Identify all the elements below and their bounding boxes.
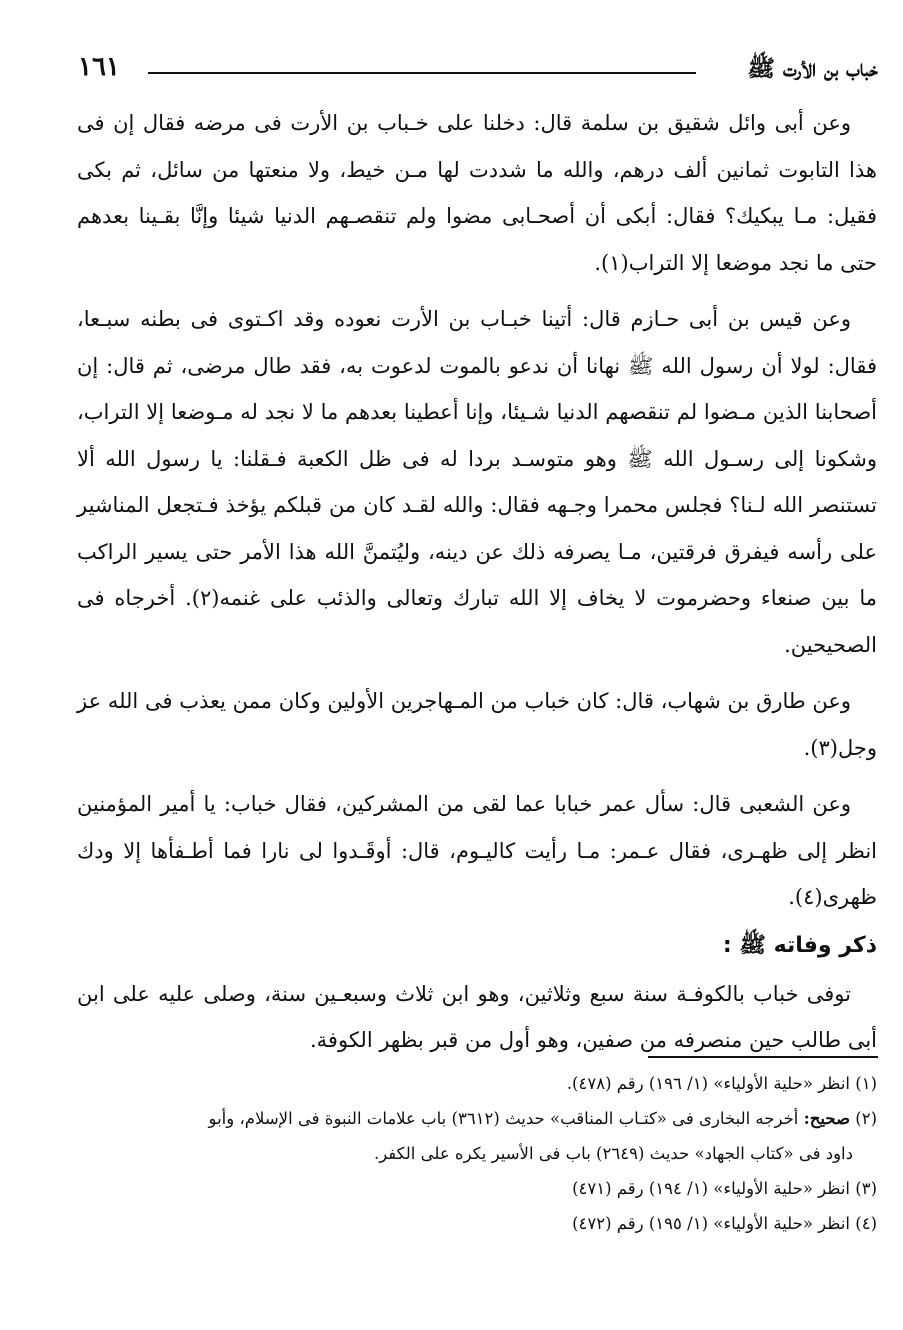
footnote-2-grade: صحيح: [803,1109,850,1128]
footnote-4: (٤) انظر «حلية الأولياء» (١/ ١٩٥) رقم (٤٧٢) [572,1214,877,1233]
header-rule [148,72,696,74]
paragraph-tariq: وعن طارق بن شهاب، قال: كان خباب من المـهاجرين الأولين وكان ممن يعذب فى الله عز وجل(٣). [77,689,877,760]
paragraph-qays: وعن قيس بن أبى حـازم قال: أتينا خبـاب بن الأرت نعوده وقد اكـتوى فى بطنه سبـعا، فقال: لولا أن رسول الله ﷺ نهانا أن ندعو بالموت لدعوت به، فقد طال مرضى، ثم قال: إن أصحابنا الذين مـضوا لم تنقصهم الدنيا شـيئا، وإنا أعطينا بعدهم ما لا نجد له مـوضعا إلا التراب، وشكونا إلى رسـول الله ﷺ وهو متوسـد بردا له فى ظل الكعبة فـقلنا: يا رسول الله ألا تستنصر الله لـنا؟ فجلس محمرا وجـهه فقال: والله لقـد كان من قبلكم يؤخذ فـتجعل المناشير على رأسه فيفرق فرقتين، مـا يصرفه ذلك عن دينه، وليُتمنَّ الله هذا الأمر حتى يسير الراكب ما بين صنعاء وحضرموت لا يخاف إلا الله تبارك وتعالى والذئب على غنمه(٢). أخرجاه فى الصحيحين. [77,307,877,657]
footnote-2-continuation: داود فى «كتاب الجهاد» حديث (٢٦٤٩) باب فى الأسير يكره على الكفر. [373,1144,853,1163]
footnotes [77,1066,877,1241]
section-heading: ذكر وفاته ﷺ : [722,932,877,958]
running-header [78,52,878,96]
paragraph-abu-wail: وعن أبى وائل شقيق بن سلمة قال: دخلنا على خـباب بن الأرت فى مرضه فقال إن فى هذا التابوت ثمانين ألف درهم، والله ما شددت لها مـن خيط، ولا منعتها من سائل، ثم بكى فقيل: مـا يبكيك؟ فقال: أبكى أن أصحـابى مضوا ولم تنقصـهم الدنيا شيئا وإنَّا بقـينا بعدهم حتى ما نجد موضعا إلا التراب(١). [77,111,877,275]
footnote-2 [77,1101,877,1136]
page-number: ١٦١ [78,52,120,82]
footnote-2-marker: (٢) [855,1109,877,1128]
paragraph-shabi: وعن الشعبى قال: سأل عمر خبابا عما لقى من المشركين، فقال خباب: يا أمير المؤمنين انظر إلى ظهـرى، فقال عـمر: مـا رأيت كاليـوم، قال: أوقَـدوا لى نارا فما أطـفأها إلا ودك ظهرى(٤). [77,792,877,909]
footnote-1: (١) انظر «حلية الأولياء» (١/ ١٩٦) رقم (٤٧٨). [566,1074,877,1093]
footnote-3: (٣) انظر «حلية الأولياء» (١/ ١٩٤) رقم (٤٧١) [572,1179,877,1198]
main-text [77,100,877,1074]
footnote-2-line1: أخرجه البخارى فى «كتـاب المناقب» حديث (٣٦١٢) باب علامات النبوة فى الإسلام، وأبو [208,1109,799,1128]
running-title: خباب بن الأرت ﷺ [747,55,878,82]
footnote-rule [648,1056,878,1058]
paragraph-death: توفى خباب بالكوفـة سنة سبع وثلاثين، وهو ابن ثلاث وسبعـين سنة، وصلى عليه على ابن أبى طالب حين منصرفه من صفين، وهو أول من قبر بظهر الكوفة. [77,981,877,1052]
